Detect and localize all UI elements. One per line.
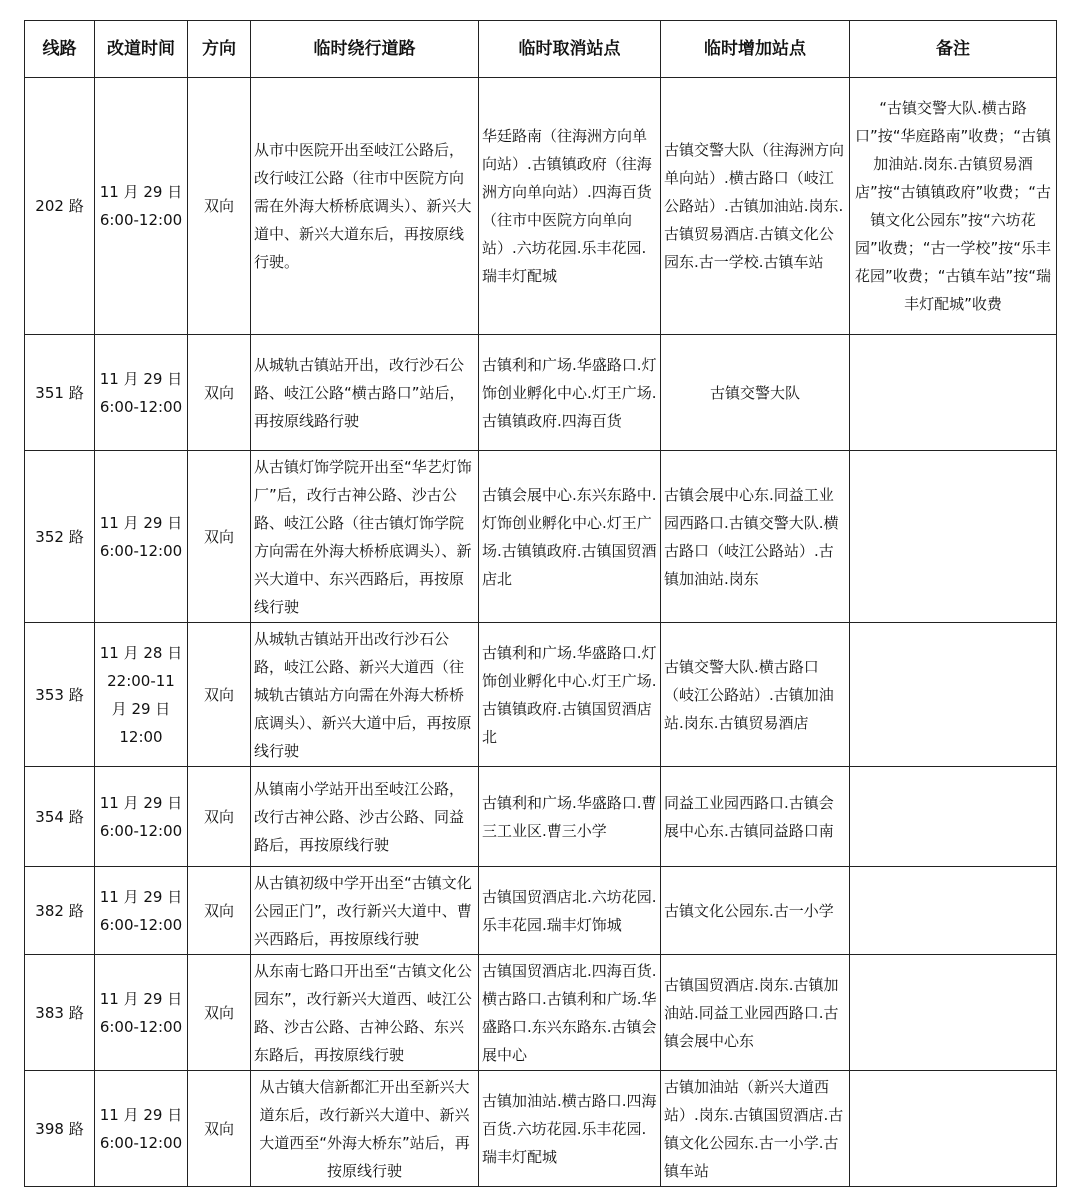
direction-cell: 双向 bbox=[188, 867, 251, 955]
table-row bbox=[25, 335, 1057, 451]
note-cell: “古镇交警大队.横古路口”按“华庭路南”收费；“古镇加油站.岗东.古镇贸易酒店”按“古镇镇政府”收费；“古镇文化公园东”按“六坊花园”收费；“古一学校”按“乐丰花园”收费；“古镇车站”按“瑞丰灯配城”收费 bbox=[850, 78, 1057, 335]
time-cell: 11 月 29 日 6:00-12:00 bbox=[95, 1071, 188, 1187]
added-cell: 古镇国贸酒店.岗东.古镇加油站.同益工业园西路口.古镇会展中心东 bbox=[661, 955, 850, 1071]
time-cell: 11 月 29 日 6:00-12:00 bbox=[95, 867, 188, 955]
direction-cell: 双向 bbox=[188, 1071, 251, 1187]
direction-cell: 双向 bbox=[188, 78, 251, 335]
detour-cell: 从城轨古镇站开出改行沙石公路，岐江公路、新兴大道西（往城轨古镇站方向需在外海大桥桥底调头）、新兴大道中后，再按原线行驶 bbox=[251, 623, 479, 767]
note-cell bbox=[850, 1071, 1057, 1187]
line-cell: 352 路 bbox=[25, 451, 95, 623]
time-cell: 11 月 29 日 6:00-12:00 bbox=[95, 955, 188, 1071]
note-cell bbox=[850, 955, 1057, 1071]
added-cell: 古镇交警大队 bbox=[661, 335, 850, 451]
added-cell: 古镇加油站（新兴大道西站）.岗东.古镇国贸酒店.古镇文化公园东.古一小学.古镇车站 bbox=[661, 1071, 850, 1187]
header-note: 备注 bbox=[850, 21, 1057, 78]
table-row bbox=[25, 451, 1057, 623]
detour-cell: 从古镇大信新都汇开出至新兴大道东后，改行新兴大道中、新兴大道西至“外海大桥东”站后，再按原线行驶 bbox=[251, 1071, 479, 1187]
cancelled-cell: 古镇国贸酒店北.四海百货.横古路口.古镇利和广场.华盛路口.东兴东路东.古镇会展中心 bbox=[479, 955, 661, 1071]
detour-cell: 从东南七路口开出至“古镇文化公园东”，改行新兴大道西、岐江公路、沙古公路、古神公路、东兴东路后，再按原线行驶 bbox=[251, 955, 479, 1071]
detour-cell: 从城轨古镇站开出，改行沙石公路、岐江公路“横古路口”站后，再按原线路行驶 bbox=[251, 335, 479, 451]
detour-cell: 从市中医院开出至岐江公路后，改行岐江公路（往市中医院方向需在外海大桥桥底调头）、新兴大道中、新兴大道东后，再按原线行驶。 bbox=[251, 78, 479, 335]
cancelled-cell: 华廷路南（往海洲方向单向站）.古镇镇政府（往海洲方向单向站）.四海百货（往市中医院方向单向站）.六坊花园.乐丰花园.瑞丰灯配城 bbox=[479, 78, 661, 335]
line-cell: 398 路 bbox=[25, 1071, 95, 1187]
table-row bbox=[25, 623, 1057, 767]
cancelled-cell: 古镇利和广场.华盛路口.灯饰创业孵化中心.灯王广场.古镇镇政府.古镇国贸酒店北 bbox=[479, 623, 661, 767]
header-row bbox=[25, 21, 1057, 78]
line-cell: 383 路 bbox=[25, 955, 95, 1071]
line-cell: 354 路 bbox=[25, 767, 95, 867]
added-cell: 古镇会展中心东.同益工业园西路口.古镇交警大队.横古路口（岐江公路站）.古镇加油站.岗东 bbox=[661, 451, 850, 623]
detour-cell: 从镇南小学站开出至岐江公路，改行古神公路、沙古公路、同益路后，再按原线行驶 bbox=[251, 767, 479, 867]
direction-cell: 双向 bbox=[188, 955, 251, 1071]
direction-cell: 双向 bbox=[188, 451, 251, 623]
line-cell: 202 路 bbox=[25, 78, 95, 335]
added-cell: 古镇文化公园东.古一小学 bbox=[661, 867, 850, 955]
added-cell: 古镇交警大队（往海洲方向单向站）.横古路口（岐江公路站）.古镇加油站.岗东.古镇贸易酒店.古镇文化公园东.古一学校.古镇车站 bbox=[661, 78, 850, 335]
time-cell: 11 月 29 日 6:00-12:00 bbox=[95, 451, 188, 623]
time-cell: 11 月 29 日 6:00-12:00 bbox=[95, 335, 188, 451]
table-row bbox=[25, 767, 1057, 867]
added-cell: 古镇交警大队.横古路口（岐江公路站）.古镇加油站.岗东.古镇贸易酒店 bbox=[661, 623, 850, 767]
header-cancelled: 临时取消站点 bbox=[479, 21, 661, 78]
header-added: 临时增加站点 bbox=[661, 21, 850, 78]
header-line: 线路 bbox=[25, 21, 95, 78]
note-cell bbox=[850, 335, 1057, 451]
header-detour: 临时绕行道路 bbox=[251, 21, 479, 78]
direction-cell: 双向 bbox=[188, 623, 251, 767]
time-cell: 11 月 29 日 6:00-12:00 bbox=[95, 767, 188, 867]
cancelled-cell: 古镇国贸酒店北.六坊花园.乐丰花园.瑞丰灯饰城 bbox=[479, 867, 661, 955]
note-cell bbox=[850, 767, 1057, 867]
line-cell: 353 路 bbox=[25, 623, 95, 767]
detour-table-container bbox=[24, 20, 1056, 1187]
note-cell bbox=[850, 623, 1057, 767]
cancelled-cell: 古镇利和广场.华盛路口.曹三工业区.曹三小学 bbox=[479, 767, 661, 867]
detour-cell: 从古镇初级中学开出至“古镇文化公园正门”，改行新兴大道中、曹兴西路后，再按原线行驶 bbox=[251, 867, 479, 955]
time-cell: 11 月 28 日 22:00-11 月 29 日 12:00 bbox=[95, 623, 188, 767]
time-cell: 11 月 29 日 6:00-12:00 bbox=[95, 78, 188, 335]
table-row bbox=[25, 867, 1057, 955]
line-cell: 382 路 bbox=[25, 867, 95, 955]
detour-cell: 从古镇灯饰学院开出至“华艺灯饰厂”后，改行古神公路、沙古公路、岐江公路（往古镇灯饰学院方向需在外海大桥桥底调头）、新兴大道中、东兴西路后，再按原线行驶 bbox=[251, 451, 479, 623]
table-row bbox=[25, 1071, 1057, 1187]
added-cell: 同益工业园西路口.古镇会展中心东.古镇同益路口南 bbox=[661, 767, 850, 867]
direction-cell: 双向 bbox=[188, 335, 251, 451]
cancelled-cell: 古镇会展中心.东兴东路中.灯饰创业孵化中心.灯王广场.古镇镇政府.古镇国贸酒店北 bbox=[479, 451, 661, 623]
table-row bbox=[25, 78, 1057, 335]
table-row bbox=[25, 955, 1057, 1071]
line-cell: 351 路 bbox=[25, 335, 95, 451]
direction-cell: 双向 bbox=[188, 767, 251, 867]
header-time: 改道时间 bbox=[95, 21, 188, 78]
cancelled-cell: 古镇利和广场.华盛路口.灯饰创业孵化中心.灯王广场.古镇镇政府.四海百货 bbox=[479, 335, 661, 451]
note-cell bbox=[850, 451, 1057, 623]
bus-detour-table bbox=[24, 20, 1057, 1187]
header-direction: 方向 bbox=[188, 21, 251, 78]
note-cell bbox=[850, 867, 1057, 955]
cancelled-cell: 古镇加油站.横古路口.四海百货.六坊花园.乐丰花园.瑞丰灯配城 bbox=[479, 1071, 661, 1187]
